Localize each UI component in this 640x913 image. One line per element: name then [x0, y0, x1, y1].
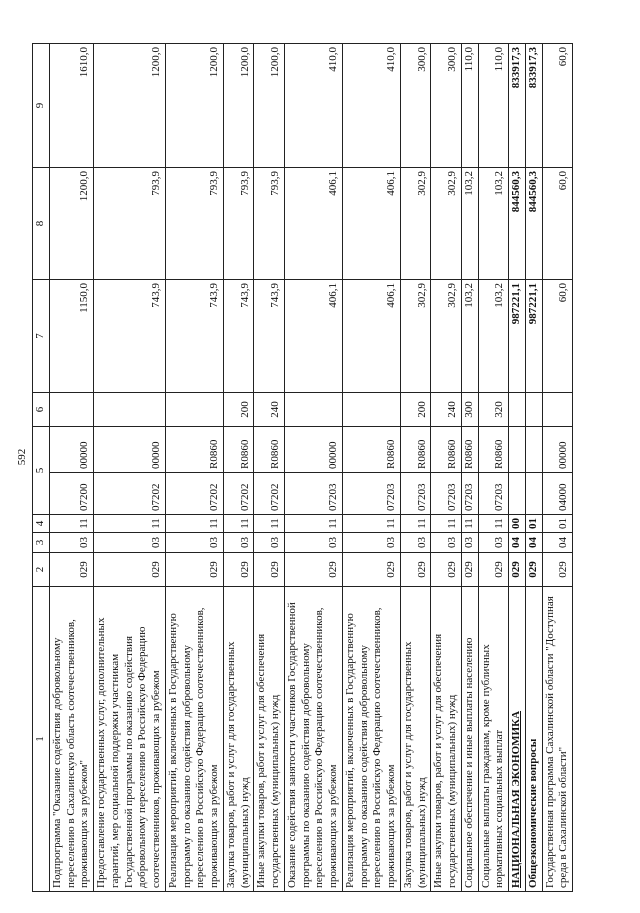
- article-code-cell: R0860: [165, 426, 223, 472]
- section-cell: 03: [342, 532, 400, 552]
- subsection-cell: 11: [165, 514, 223, 532]
- row-name-cell: Реализация мероприятий, включенных в Государственную программу по оказанию содействия добровольному переселению в Российскую Федерацию соотечественников, проживающих за рубежом: [165, 586, 223, 891]
- amount-year3-cell: 300,0: [431, 43, 462, 167]
- subsection-cell: 11: [478, 514, 509, 532]
- row-name-cell: Закупка товаров, работ и услуг для государственных (муниципальных) нужд: [223, 586, 254, 891]
- amount-year1-cell: 406,1: [342, 279, 400, 392]
- header-cell: 4: [33, 514, 50, 532]
- page-number: 592: [16, 448, 28, 465]
- header-cell: 3: [33, 532, 50, 552]
- admin-code-cell: 029: [525, 552, 542, 586]
- amount-year2-cell: 406,1: [284, 167, 342, 279]
- article-code-cell: R0860: [342, 426, 400, 472]
- row-name-cell: Социальные выплаты гражданам, кроме публичных нормативных социальных выплат: [478, 586, 509, 891]
- section-cell: 03: [284, 532, 342, 552]
- subsection-cell: 11: [254, 514, 285, 532]
- header-cell: 9: [33, 43, 50, 167]
- section-cell: 04: [542, 532, 573, 552]
- article-code-cell: R0860: [431, 426, 462, 472]
- program-code-cell: 07200: [49, 472, 93, 514]
- table-row: [342, 43, 400, 891]
- subsection-cell: 11: [49, 514, 93, 532]
- table-row: [509, 43, 526, 891]
- header-row: [33, 43, 50, 891]
- program-code-cell: [509, 472, 526, 514]
- amount-year1-cell: 406,1: [284, 279, 342, 392]
- amount-year2-cell: 844560,3: [525, 167, 542, 279]
- amount-year1-cell: 103,2: [461, 279, 478, 392]
- subsection-cell: 00: [509, 514, 526, 532]
- admin-code-cell: 029: [223, 552, 254, 586]
- amount-year3-cell: 410,0: [284, 43, 342, 167]
- program-code-cell: 07203: [400, 472, 431, 514]
- budget-table: [32, 43, 573, 892]
- amount-year1-cell: 743,9: [254, 279, 285, 392]
- article-code-cell: 00000: [94, 426, 166, 472]
- row-name-cell: Государственная программа Сахалинской области "Доступная среда в Сахалинской области": [542, 586, 573, 891]
- admin-code-cell: 029: [431, 552, 462, 586]
- section-cell: 03: [94, 532, 166, 552]
- amount-year1-cell: 302,9: [431, 279, 462, 392]
- amount-year2-cell: 844560,3: [509, 167, 526, 279]
- section-cell: 03: [461, 532, 478, 552]
- subsection-cell: 11: [223, 514, 254, 532]
- subsection-cell: 11: [342, 514, 400, 532]
- expense-type-cell: 300: [461, 392, 478, 426]
- admin-code-cell: 029: [49, 552, 93, 586]
- row-name-cell: Оказание содействия занятости участников Государственной программы по оказанию содействия добровольному переселению в Российскую Федерацию соотечественников, проживающих за рубежом: [284, 586, 342, 891]
- admin-code-cell: 029: [509, 552, 526, 586]
- amount-year2-cell: 793,9: [223, 167, 254, 279]
- expense-type-cell: [284, 392, 342, 426]
- expense-type-cell: 240: [431, 392, 462, 426]
- expense-type-cell: [509, 392, 526, 426]
- table-row: [49, 43, 93, 891]
- expense-type-cell: 200: [223, 392, 254, 426]
- article-code-cell: R0860: [478, 426, 509, 472]
- subsection-cell: 11: [461, 514, 478, 532]
- row-name-cell: НАЦИОНАЛЬНАЯ ЭКОНОМИКА: [509, 586, 526, 891]
- table-row: [94, 43, 166, 891]
- header-cell: 6: [33, 392, 50, 426]
- section-cell: 03: [49, 532, 93, 552]
- admin-code-cell: 029: [461, 552, 478, 586]
- table-row: [400, 43, 431, 891]
- row-name-cell: Предоставление государственных услуг, дополнительных гарантий, мер социальной поддержки участникам Государственной программы по оказанию содействия добровольному переселению в Российскую Федерацию соотечественников, проживающих за рубежом: [94, 586, 166, 891]
- admin-code-cell: 029: [342, 552, 400, 586]
- amount-year1-cell: 987221,1: [509, 279, 526, 392]
- section-cell: 03: [431, 532, 462, 552]
- amount-year2-cell: 1200,0: [49, 167, 93, 279]
- section-cell: 03: [478, 532, 509, 552]
- program-code-cell: 04000: [542, 472, 573, 514]
- amount-year3-cell: 833917,3: [509, 43, 526, 167]
- section-cell: 03: [223, 532, 254, 552]
- section-cell: 03: [165, 532, 223, 552]
- expense-type-cell: [94, 392, 166, 426]
- header-cell: 5: [33, 426, 50, 514]
- table-row: [431, 43, 462, 891]
- amount-year2-cell: 406,1: [342, 167, 400, 279]
- subsection-cell: 01: [525, 514, 542, 532]
- amount-year2-cell: 793,9: [254, 167, 285, 279]
- amount-year2-cell: 793,9: [94, 167, 166, 279]
- amount-year1-cell: 103,2: [478, 279, 509, 392]
- header-cell: 7: [33, 279, 50, 392]
- table-row: [461, 43, 478, 891]
- expense-type-cell: [165, 392, 223, 426]
- program-code-cell: 07203: [461, 472, 478, 514]
- amount-year2-cell: 60,0: [542, 167, 573, 279]
- amount-year2-cell: 103,2: [478, 167, 509, 279]
- article-code-cell: R0860: [223, 426, 254, 472]
- article-code-cell: 00000: [542, 426, 573, 472]
- row-name-cell: Иные закупки товаров, работ и услуг для обеспечения государственных (муниципальных) нужд: [431, 586, 462, 891]
- program-code-cell: 07203: [284, 472, 342, 514]
- admin-code-cell: 029: [478, 552, 509, 586]
- table-row: [542, 43, 573, 891]
- row-name-cell: Подпрограмма "Оказание содействия добровольному переселению в Сахалинскую область соотечественников, проживающих за рубежом": [49, 586, 93, 891]
- program-code-cell: 07202: [254, 472, 285, 514]
- table-row: [478, 43, 509, 891]
- amount-year3-cell: 1610,0: [49, 43, 93, 167]
- subsection-cell: 11: [94, 514, 166, 532]
- admin-code-cell: 029: [400, 552, 431, 586]
- amount-year2-cell: 302,9: [431, 167, 462, 279]
- admin-code-cell: 029: [284, 552, 342, 586]
- row-name-cell: Реализация мероприятий, включенных в Государственную программу по оказанию содействия добровольному переселению в Российскую Федерацию соотечественников, проживающих за рубежом: [342, 586, 400, 891]
- table-row: [165, 43, 223, 891]
- admin-code-cell: 029: [94, 552, 166, 586]
- amount-year3-cell: 60,0: [542, 43, 573, 167]
- table-row: [284, 43, 342, 891]
- expense-type-cell: [542, 392, 573, 426]
- amount-year1-cell: 1150,0: [49, 279, 93, 392]
- header-cell: 2: [33, 552, 50, 586]
- admin-code-cell: 029: [254, 552, 285, 586]
- expense-type-cell: [49, 392, 93, 426]
- subsection-cell: 01: [542, 514, 573, 532]
- section-cell: 03: [254, 532, 285, 552]
- article-code-cell: R0860: [400, 426, 431, 472]
- expense-type-cell: 240: [254, 392, 285, 426]
- amount-year1-cell: 743,9: [94, 279, 166, 392]
- section-cell: 04: [509, 532, 526, 552]
- subsection-cell: 11: [400, 514, 431, 532]
- amount-year3-cell: 110,0: [478, 43, 509, 167]
- article-code-cell: 00000: [284, 426, 342, 472]
- expense-type-cell: [525, 392, 542, 426]
- row-name-cell: Закупка товаров, работ и услуг для государственных (муниципальных) нужд: [400, 586, 431, 891]
- amount-year2-cell: 103,2: [461, 167, 478, 279]
- row-name-cell: Общеэкономические вопросы: [525, 586, 542, 891]
- amount-year1-cell: 743,9: [223, 279, 254, 392]
- amount-year3-cell: 410,0: [342, 43, 400, 167]
- amount-year3-cell: 833917,3: [525, 43, 542, 167]
- row-name-cell: Социальное обеспечение и иные выплаты населению: [461, 586, 478, 891]
- program-code-cell: 07203: [478, 472, 509, 514]
- rotated-page: [16, 22, 620, 892]
- amount-year2-cell: 302,9: [400, 167, 431, 279]
- program-code-cell: 07202: [165, 472, 223, 514]
- amount-year1-cell: 987221,1: [525, 279, 542, 392]
- article-code-cell: [525, 426, 542, 472]
- table-row: [525, 43, 542, 891]
- header-cell: 1: [33, 586, 50, 891]
- expense-type-cell: 320: [478, 392, 509, 426]
- article-code-cell: 00000: [49, 426, 93, 472]
- amount-year3-cell: 1200,0: [223, 43, 254, 167]
- header-cell: 8: [33, 167, 50, 279]
- section-cell: 03: [400, 532, 431, 552]
- amount-year3-cell: 110,0: [461, 43, 478, 167]
- program-code-cell: 07203: [342, 472, 400, 514]
- expense-type-cell: 200: [400, 392, 431, 426]
- amount-year1-cell: 302,9: [400, 279, 431, 392]
- amount-year3-cell: 1200,0: [254, 43, 285, 167]
- program-code-cell: 07202: [223, 472, 254, 514]
- table-row: [223, 43, 254, 891]
- article-code-cell: R0860: [254, 426, 285, 472]
- amount-year3-cell: 1200,0: [165, 43, 223, 167]
- subsection-cell: 11: [284, 514, 342, 532]
- amount-year3-cell: 300,0: [400, 43, 431, 167]
- amount-year2-cell: 793,9: [165, 167, 223, 279]
- amount-year1-cell: 743,9: [165, 279, 223, 392]
- admin-code-cell: 029: [542, 552, 573, 586]
- article-code-cell: [509, 426, 526, 472]
- program-code-cell: [525, 472, 542, 514]
- amount-year3-cell: 1200,0: [94, 43, 166, 167]
- row-name-cell: Иные закупки товаров, работ и услуг для обеспечения государственных (муниципальных) нужд: [254, 586, 285, 891]
- subsection-cell: 11: [431, 514, 462, 532]
- program-code-cell: 07202: [94, 472, 166, 514]
- section-cell: 04: [525, 532, 542, 552]
- admin-code-cell: 029: [165, 552, 223, 586]
- article-code-cell: R0860: [461, 426, 478, 472]
- program-code-cell: 07203: [431, 472, 462, 514]
- expense-type-cell: [342, 392, 400, 426]
- table-row: [254, 43, 285, 891]
- amount-year1-cell: 60,0: [542, 279, 573, 392]
